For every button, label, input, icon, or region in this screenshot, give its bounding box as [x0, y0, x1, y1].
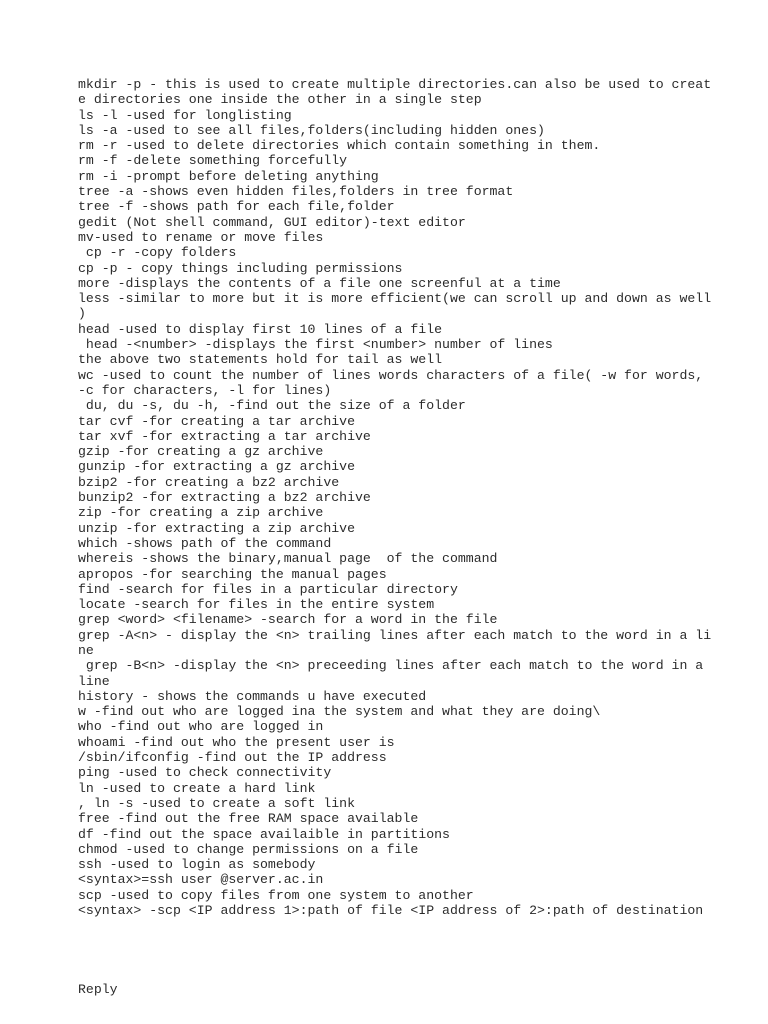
reply-link[interactable]: Reply: [78, 982, 118, 997]
text-line: rm -r -used to delete directories which contain something in them.: [78, 138, 601, 154]
text-line: grep -A<n> - display the <n> trailing lines after each match to the word in a li: [78, 627, 712, 643]
text-line: , ln -s -used to create a soft link: [78, 795, 355, 811]
text-line: gedit (Not shell command, GUI editor)-text editor: [78, 214, 466, 230]
text-line: rm -i -prompt before deleting anything: [78, 168, 379, 184]
text-line: tree -f -shows path for each file,folder: [78, 199, 395, 215]
text-line: the above two statements hold for tail as well: [78, 352, 443, 368]
text-line: line: [78, 673, 110, 689]
text-line: chmod -used to change permissions on a file: [78, 841, 419, 857]
text-line: ): [78, 306, 86, 322]
text-line: cp -r -copy folders: [78, 245, 237, 261]
text-line: mv-used to rename or move files: [78, 229, 324, 245]
text-line: tree -a -shows even hidden files,folders in tree format: [78, 184, 514, 200]
text-line: locate -search for files in the entire system: [78, 597, 435, 613]
text-line: gzip -for creating a gz archive: [78, 444, 324, 460]
text-line: head -used to display first 10 lines of a file: [78, 321, 443, 337]
text-line: whereis -shows the binary,manual page of the command: [78, 551, 498, 567]
text-line: ne: [78, 642, 94, 658]
text-line: free -find out the free RAM space available: [78, 811, 419, 827]
text-line: which -shows path of the command: [78, 535, 332, 551]
text-line: head -<number> -displays the first <number> number of lines: [78, 337, 553, 353]
text-line: /sbin/ifconfig -find out the IP address: [78, 750, 387, 766]
text-line: ls -a -used to see all files,folders(including hidden ones): [78, 122, 545, 138]
text-line: apropos -for searching the manual pages: [78, 566, 387, 582]
text-line: whoami -find out who the present user is: [78, 734, 395, 750]
text-line: mkdir -p - this is used to create multiple directories.can also be used to creat: [78, 77, 712, 92]
text-line: grep -B<n> -display the <n> preceeding lines after each match to the word in a: [78, 658, 704, 674]
text-line: cp -p - copy things including permissions: [78, 260, 403, 276]
text-line: tar xvf -for extracting a tar archive: [78, 428, 371, 444]
text-line: bzip2 -for creating a bz2 archive: [78, 474, 340, 490]
text-line: du, du -s, du -h, -find out the size of a folder: [78, 398, 466, 414]
text-line: history - shows the commands u have executed: [78, 688, 427, 704]
text-line: unzip -for extracting a zip archive: [78, 520, 355, 536]
text-line: who -find out who are logged in: [78, 719, 324, 735]
text-line: more -displays the contents of a file one screenful at a time: [78, 275, 561, 291]
text-line: ping -used to check connectivity: [78, 765, 332, 781]
text-line: <syntax> -scp <IP address 1>:path of file <IP address of 2>:path of destination: [78, 903, 704, 919]
text-line: <syntax>=ssh user @server.ac.in: [78, 872, 324, 888]
text-line: find -search for files in a particular directory: [78, 581, 458, 597]
text-line: less -similar to more but it is more efficient(we can scroll up and down as well: [78, 291, 712, 307]
text-line: tar cvf -for creating a tar archive: [78, 413, 355, 429]
text-line: scp -used to copy files from one system to another: [78, 887, 474, 903]
text-line: ls -l -used for longlisting: [78, 107, 292, 123]
text-line: e directories one inside the other in a single step: [78, 92, 482, 108]
text-line: wc -used to count the number of lines words characters of a file( -w for words,: [78, 367, 704, 383]
text-line: ssh -used to login as somebody: [78, 857, 316, 873]
text-line: rm -f -delete something forcefully: [78, 153, 348, 169]
text-line: w -find out who are logged ina the system and what they are doing\: [78, 704, 601, 720]
text-line: gunzip -for extracting a gz archive: [78, 459, 355, 475]
text-line: ln -used to create a hard link: [78, 780, 316, 796]
text-line: -c for characters, -l for lines): [78, 382, 332, 398]
command-notes-text: [78, 77, 712, 919]
text-line: df -find out the space availaible in partitions: [78, 826, 450, 842]
text-line: grep <word> <filename> -search for a word in the file: [78, 612, 498, 628]
text-line: bunzip2 -for extracting a bz2 archive: [78, 490, 371, 506]
text-line: zip -for creating a zip archive: [78, 505, 324, 521]
